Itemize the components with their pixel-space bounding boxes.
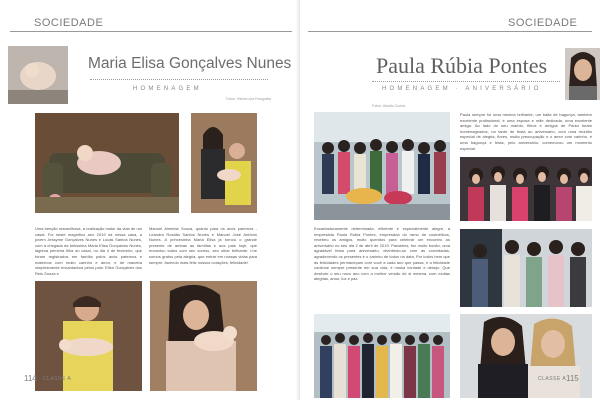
left-page <box>0 0 300 400</box>
left-article-title: Maria Elisa Gonçalves Nunes <box>88 55 292 72</box>
right-body-intro: Paula sempre foi uma menina brilhante, um baita de bagunça, também excelente profissional, é uma esposa e mãe dedicada, uma excelente amiga. Ao lado do seu marido, filhos e amigos de Paula foram homenageados, na tarde de festa ao aniversário, com uma reunião especial de alegria, flores, muita preocupação e o amor com carinho, é uma bagunça e festa; pelo aniversário, comemorou um momento especial. <box>460 112 592 151</box>
left-brand: CLASSE A <box>43 376 72 382</box>
right-section-rule <box>308 31 592 32</box>
friends-photo-1 <box>460 157 592 221</box>
couple-baby-photo <box>191 113 257 213</box>
right-page <box>300 0 600 400</box>
right-section-label: SOCIEDADE <box>508 17 578 29</box>
left-photo-credit: Fotos: Vitória Lina Fotografia <box>226 97 271 101</box>
right-page-number: 115 <box>566 374 579 383</box>
father-baby-photo <box>35 281 142 391</box>
left-body-col2: Manoel Almeida Souza, quanto para os avós paternos - Leandra Rosália Santos Nunes e Manoel José Antônio Nunes. A princesinha Maria Elisa já tornou o grande presente de ambas as famílias e aos pais hoje, que encantou todos com seu sorriso, seu olhar brilhante. Lhe somos gratos pela alegria, que entrar em nossas vidas para sempre, fazendo mais feliz nossos corações, felicidade! <box>149 226 257 265</box>
mother-baby-photo <box>150 281 257 391</box>
friends-photo-3 <box>460 314 592 398</box>
right-body-main: Encantadoramente determinada, eficiente e especialmente alegre, a empresária Paula Rúbia Pontes, empresária do ramo de cosméticos, recebeu os amigos, muito queridos para celebrar um encontro ao aniversário no seu dia 2 de abril de 2019. Parabéns, fez muito bonito, uma agradável festa para aniversário, divertindo-se com as convidadas, agradecendo os presentes e o carinho de todos na data. Por todos bem que as felicidades permaneçam com você a cada ano que passa, e a felicidade continue sempre presente em sua vida, é nossa vontade e desejo. Que desfrute o seu novo ano com a melhor versão de si mesma, com muitas alegrias, amor, luz e paz. <box>314 226 450 282</box>
right-title-dots <box>372 81 560 82</box>
left-subtitle: HOMENAGEM <box>133 86 202 92</box>
left-page-number: 114 <box>24 374 37 383</box>
group-photo-bottom <box>314 314 450 398</box>
right-subtitle: HOMENAGEM · ANIVERSÁRIO <box>382 86 542 92</box>
right-article-title: Paula Rúbia Pontes <box>376 53 548 78</box>
friends-photo-2 <box>460 229 592 307</box>
left-body-col1: Uma benção maravilhosa, a realização maior da vida de um casal. Foi neste magnífico ano 2019 na nossa casa, a jovem Jessyme Gonçalves Nunes e Lucas Santos Nunes, com a chegada da belíssima Maria Elisa Gonçalves Nunes, lágrima primeira filha do casal, no dia 4 de fevereiro, que foram registrados em família pelos avós paternos e maternos com muito carinho e amor, e de maneira simplesmente encantadora pelos pais: Ellen Gonçalves dos Reis Souza e <box>35 226 142 276</box>
header-portrait-photo <box>565 48 600 100</box>
baby-sofa-photo <box>35 113 179 213</box>
right-photo-credit: Fotos: Ubaldo Cunha <box>372 104 406 108</box>
left-section-rule <box>10 31 292 32</box>
left-section-label: SOCIEDADE <box>34 17 104 29</box>
group-photo-large <box>314 112 450 220</box>
left-title-dots <box>90 79 268 80</box>
right-brand: CLASSE A <box>538 376 567 382</box>
header-baby-photo <box>8 46 68 104</box>
